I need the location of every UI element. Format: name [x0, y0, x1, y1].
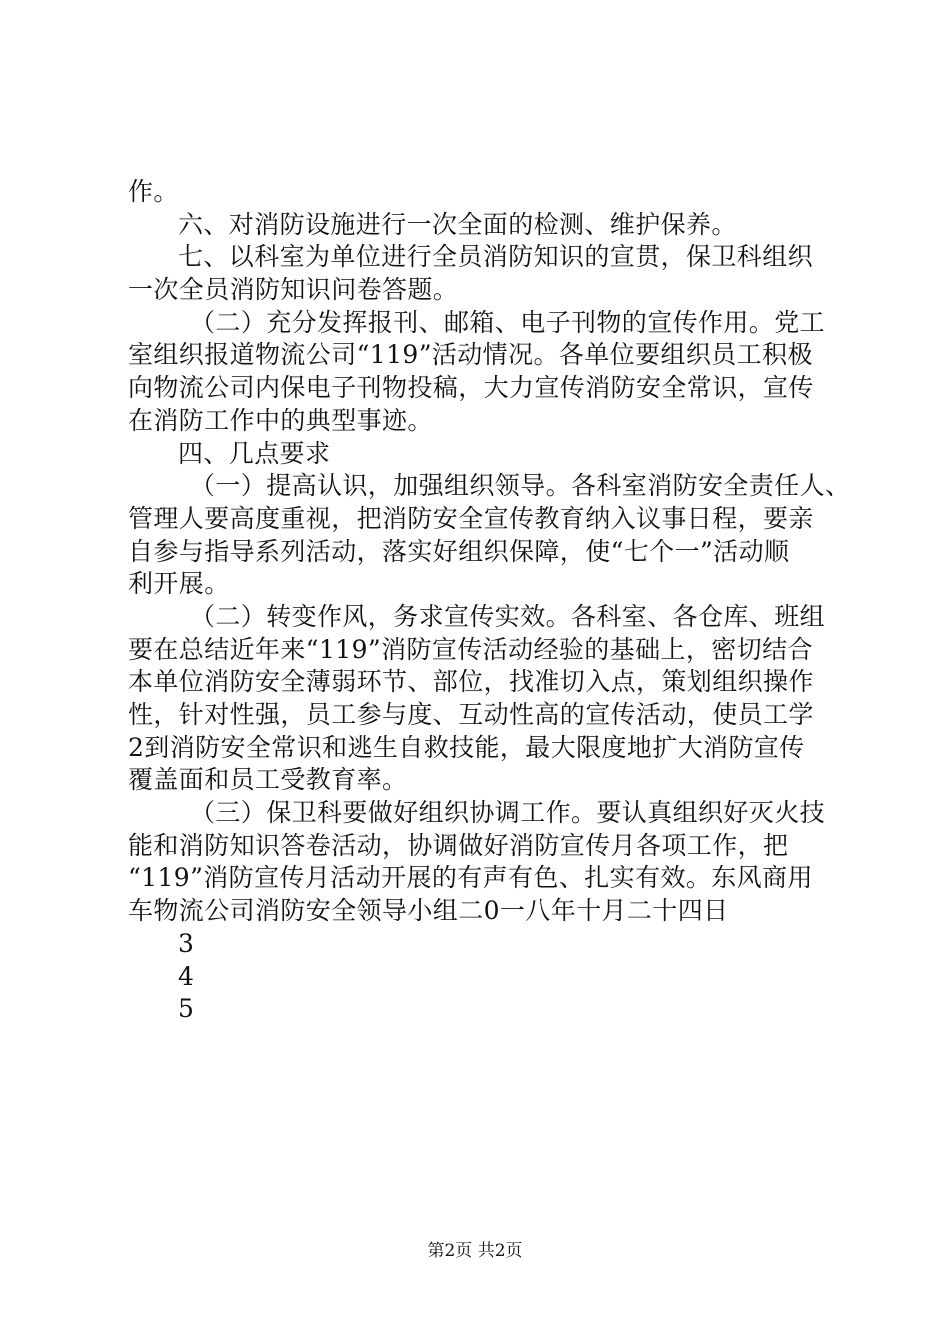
body-line: 向物流公司内保电子刊物投稿，大力宣传消防安全常识，宣传 — [128, 373, 814, 403]
body-line: 本单位消防安全薄弱环节、部位，找准切入点，策划组织操作 — [128, 667, 814, 697]
body-line: 作。 — [128, 177, 179, 206]
body-line: 覆盖面和员工受教育率。 — [128, 765, 408, 795]
stray-number: 3 — [178, 928, 195, 958]
body-line: 车物流公司消防安全领导小组二0一八年十月二十四日 — [128, 896, 729, 926]
body-line: 一次全员消防知识问卷答题。 — [128, 275, 459, 305]
body-line: 六、对消防设施进行一次全面的检测、维护保养。 — [178, 209, 737, 239]
section-heading: 四、几点要求 — [178, 438, 331, 468]
body-line: 管理人要高度重视，把消防安全宣传教育纳入议事日程，要亲 — [128, 503, 814, 533]
body-line: 七、以科室为单位进行全员消防知识的宣贯，保卫科组织 — [178, 242, 814, 272]
body-line: 自参与指导系列活动，落实好组织保障，使“七个一”活动顺 — [128, 536, 790, 566]
body-line: （一）提高认识，加强组织领导。各科室消防安全责任人、 — [190, 471, 851, 501]
stray-number: 5 — [178, 994, 195, 1024]
stray-number: 4 — [178, 961, 195, 991]
body-line: 要在总结近年来“119”消防宣传活动经验的基础上，密切结合 — [128, 634, 813, 664]
body-line: （二）转变作风，务求宣传实效。各科室、各仓库、班组 — [190, 601, 826, 631]
body-line: 能和消防知识答卷活动，协调做好消防宣传月各项工作，把 — [128, 830, 789, 860]
body-line: 利开展。 — [128, 569, 230, 599]
body-line: 室组织报道物流公司“119”活动情况。各单位要组织员工积极 — [128, 340, 813, 370]
page-number-footer: 第2页 共2页 — [427, 1241, 523, 1261]
document-body — [128, 176, 851, 1026]
body-line: 2到消防安全常识和逃生自救技能，最大限度地扩大消防宣传 — [128, 732, 805, 762]
body-line: 性，针对性强，员工参与度、互动性高的宣传活动，使员工学 — [128, 700, 814, 729]
body-line: “119”消防宣传月活动开展的有声有色、扎实有效。东风商用 — [128, 863, 813, 893]
body-line: （三）保卫科要做好组织协调工作。要认真组织好灭火技 — [190, 798, 826, 828]
body-line: （二）充分发挥报刊、邮箱、电子刊物的宣传作用。党工 — [190, 307, 826, 337]
body-line: 在消防工作中的典型事迹。 — [128, 405, 433, 435]
